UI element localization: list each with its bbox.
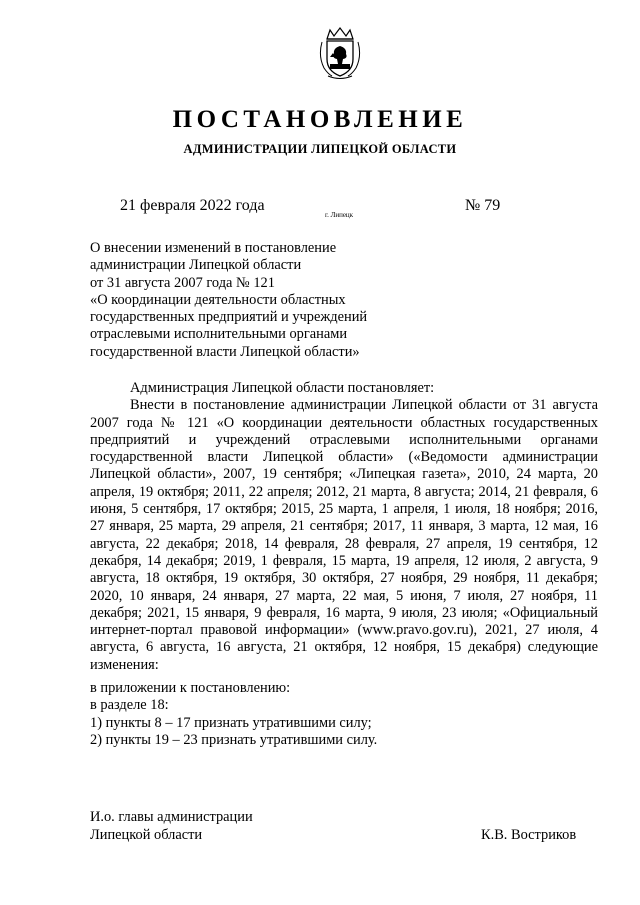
signatory-name: К.В. Востриков — [481, 827, 577, 843]
document-body — [90, 380, 598, 749]
document-subject — [90, 240, 470, 361]
document-number: № 79 — [465, 197, 501, 214]
subject-line: отраслевыми исполнительными органами — [90, 326, 348, 343]
document-issuer: АДМИНИСТРАЦИИ ЛИПЕЦКОЙ ОБЛАСТИ — [183, 142, 457, 156]
subject-line: О внесении изменений в постановление — [90, 240, 337, 256]
document-date: 21 февраля 2022 года — [120, 197, 265, 214]
signatory-position-line: И.о. главы администрации — [90, 809, 253, 825]
subject-line: государственных предприятий и учреждений — [90, 309, 368, 326]
changes-item: в приложении к постановлению: — [90, 680, 291, 697]
document-title: ПОСТАНОВЛЕНИЕ — [172, 106, 468, 133]
subject-line: администрации Липецкой области — [90, 257, 302, 274]
changes-item: 2) пункты 19 – 23 признать утратившими силу. — [90, 731, 378, 748]
subject-line: государственной власти Липецкой области» — [90, 343, 360, 360]
resolution-main-paragraph: Внести в постановление администрации Липецкой области от 31 августа 2007 года № 121 «О координации деятельности областных государственных предприятий и учреждений отраслевыми исполнительными органами государственной власти Липецкой области» («Ведомости администрации Липецкой области», 2007, 19 сентября; «Липецкая газета», 2010, 24 марта, 20 апреля, 19 октября; 2011, 22 апреля; 2012, 21 марта, 8 августа; 2014, 21 февраля, 6 июня, 5 сентября, 17 октября; 2015, 25 марта, 1 апреля, 1 июля, 18 ноября; 2016, 27 января, 25 марта, 29 апреля, 21 сентября; 2017, 11 января, 3 марта, 12 мая, 16 августа, 22 декабря; 2018, 14 февраля, 28 февраля, 27 апреля, 19 сентября, 12 декабря, 14 декабря; 2019, 1 февраля, 15 марта, 19 апреля, 12 июля, 2 августа, 9 августа, 18 октября, 19 октября, 30 октября, 27 ноября, 29 ноября, 11 декабря; 2020, 10 января, 24 января, 27 марта, 22 мая, 5 июня, 7 июля, 27 ноября, 11 декабря; 2021, 15 января, 9 февраля, 16 марта, 9 июля, 23 июля; «Официальный интернет-портал правовой информации» (www.pravo.gov.ru), 2021, 27 июля, 4 августа, 6 августа, 16 августа, 21 октября, 12 ноября, 15 декабря) следующие изменения: — [90, 397, 598, 673]
document-city: г. Липецк — [325, 211, 354, 219]
subject-line: от 31 августа 2007 года № 121 — [90, 274, 275, 291]
changes-item: 1) пункты 8 – 17 признать утратившими силу; — [90, 714, 372, 731]
changes-item: в разделе 18: — [90, 697, 169, 714]
subject-line: «О координации деятельности областных — [90, 291, 346, 308]
signatory-position — [90, 808, 253, 844]
resolution-intro: Администрация Липецкой области постановляет: — [130, 380, 435, 396]
coat-of-arms-icon — [318, 26, 362, 80]
signatory-position-line: Липецкой области — [90, 827, 203, 843]
